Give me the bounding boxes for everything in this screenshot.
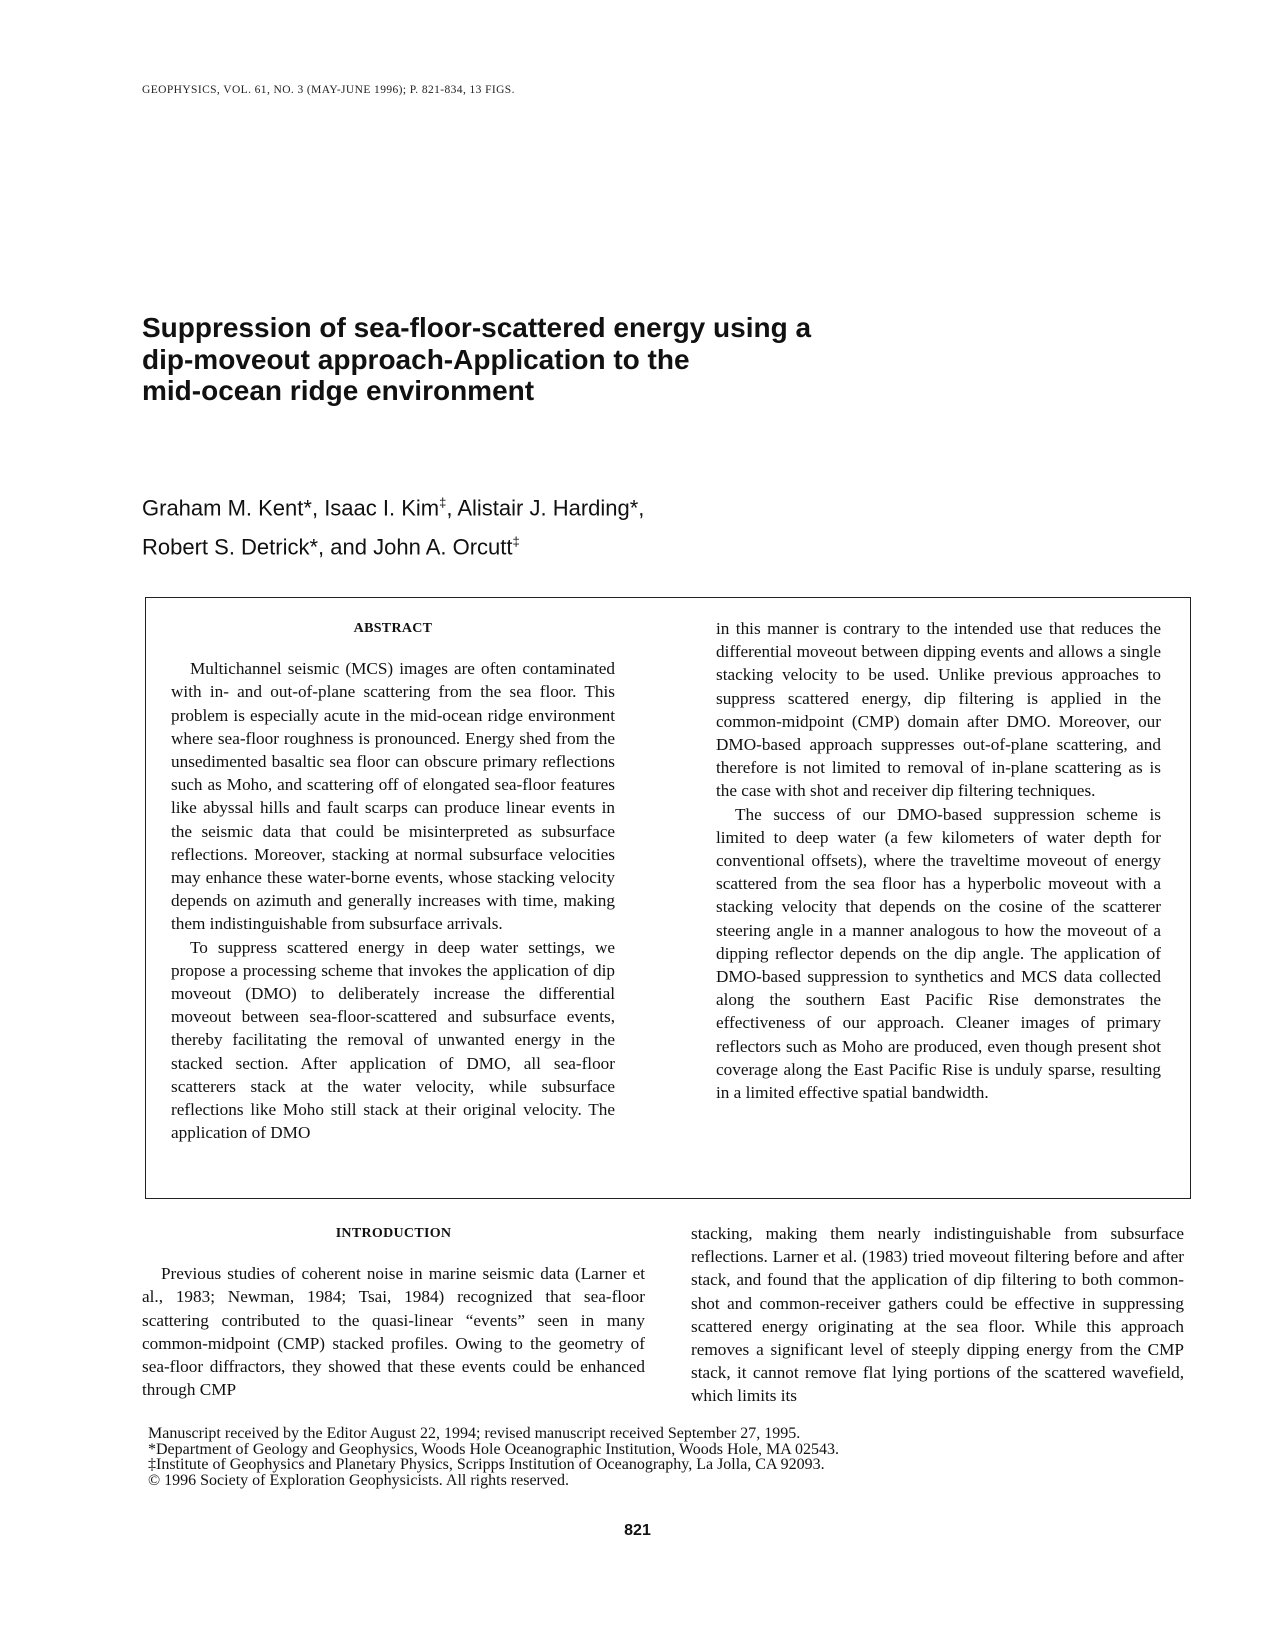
author-line <box>142 486 1042 525</box>
abstract-paragraph: Multichannel seismic (MCS) images are often contaminated with in- and out-of-plane scattering from the sea floor. This problem is especially acute in the mid-ocean ridge environment where sea-floor roughness is pronounced. Energy shed from the unsedimented basaltic sea floor can obscure primary reflections such as Moho, and scattering off of elongated sea-floor features like abyssal hills and fault scarps can produce linear events in the seismic data that could be misinterpreted as subsurface reflections. Moreover, stacking at normal subsurface velocities may enhance these water-borne events, whose stacking velocity depends on azimuth and generally increases with time, making them indistinguishable from subsurface arrivals. <box>171 659 615 934</box>
author-name: Graham M. Kent*, <box>142 495 325 521</box>
page-number: 821 <box>624 1522 651 1539</box>
introduction-paragraph: stacking, making them nearly indistinguishable from subsurface reflections. Larner et al. (1983) tried moveout filtering before and after stack, and found that the application of dip filtering to both common-shot and common-receiver gathers could be effective in suppressing scattered energy originating at the sea floor. While this approach removes a significant level of steeply dipping energy from the CMP stack, it cannot remove flat lying portions of the scattered wavefield, which limits its <box>691 1224 1184 1406</box>
introduction-left-column <box>142 1222 645 1401</box>
author-name: , Alistair J. Harding*, <box>446 495 645 521</box>
paper-title <box>142 312 902 407</box>
introduction-right-column <box>691 1222 1184 1408</box>
title-line: dip-moveout approach-Application to the <box>142 343 690 375</box>
introduction-heading: INTRODUCTION <box>335 1226 452 1241</box>
abstract-paragraph: in this manner is contrary to the intended use that reduces the differential moveout between dipping events and allows a single stacking velocity to be used. Unlike previous approaches to suppress scattered energy, dip filtering is applied in the common-midpoint (CMP) domain after DMO. Moreover, our DMO-based approach suppresses out-of-plane scattering, and therefore is not limited to removal of in-plane scattering as is the case with shot and receiver dip filtering techniques. <box>716 619 1161 801</box>
author-name: Isaac I. Kim <box>324 495 440 521</box>
footnote: Manuscript received by the Editor August 22, 1994; revised manuscript received September 27, 1995. <box>148 1425 801 1442</box>
author-name: Robert S. Detrick*, and John A. Orcutt <box>142 534 513 560</box>
author-list <box>142 486 1042 565</box>
footnotes <box>148 1426 1148 1488</box>
title-line: mid-ocean ridge environment <box>142 375 535 406</box>
footnote: *Department of Geology and Geophysics, Woods Hole Oceanographic Institution, Woods Hole, MA 02543. <box>148 1440 839 1458</box>
abstract-paragraph: The success of our DMO-based suppression scheme is limited to deep water (a few kilometers of water depth for conventional offsets), where the traveltime moveout of energy scattered from the sea floor has a hyperbolic moveout with a stacking velocity that depends on the cosine of the scatterer steering angle in a manner analogous to how the moveout of a dipping reflector depends on the dip angle. The application of DMO-based suppression to synthetics and MCS data collected along the southern East Pacific Rise demonstrates the effectiveness of our approach. Cleaner images of primary reflectors such as Moho are produced, even though present shot coverage along the East Pacific Rise is unduly sparse, resulting in a limited effective spatial bandwidth. <box>716 804 1161 1103</box>
affiliation-mark: ‡ <box>512 534 520 550</box>
footnote: © 1996 Society of Exploration Geophysicists. All rights reserved. <box>148 1471 569 1489</box>
affiliation-mark: ‡ <box>439 495 447 510</box>
abstract-heading: ABSTRACT <box>353 621 433 636</box>
title-line: Suppression of sea-floor-scattered energy using a <box>142 312 812 343</box>
author-line <box>142 525 1042 564</box>
abstract-right-column <box>716 617 1161 1104</box>
footnote: ‡Institute of Geophysics and Planetary Physics, Scripps Institution of Oceanography, La Jolla, CA 92093. <box>148 1456 825 1473</box>
journal-citation: GEOPHYSICS, VOL. 61, NO. 3 (MAY-JUNE 1996); P. 821-834, 13 FIGS. <box>142 84 515 96</box>
abstract-left-column <box>171 617 615 1144</box>
abstract-paragraph: To suppress scattered energy in deep water settings, we propose a processing scheme that invokes the application of dip moveout (DMO) to deliberately increase the differential moveout between sea-floor-scattered and subsurface events, thereby facilitating the removal of unwanted energy in the stacked section. After application of DMO, all sea-floor scatterers stack at the water velocity, while subsurface reflections like Moho still stack at their original velocity. The application of DMO <box>171 937 615 1143</box>
introduction-paragraph: Previous studies of coherent noise in marine seismic data (Larner et al., 1983; Newman, 1984; Tsai, 1984) recognized that sea-floor scattering contributed to the quasi-linear “events” seen in many common-midpoint (CMP) stacked profiles. Owing to the geometry of sea-floor diffractors, they showed that these events could be enhanced through CMP <box>142 1264 645 1400</box>
